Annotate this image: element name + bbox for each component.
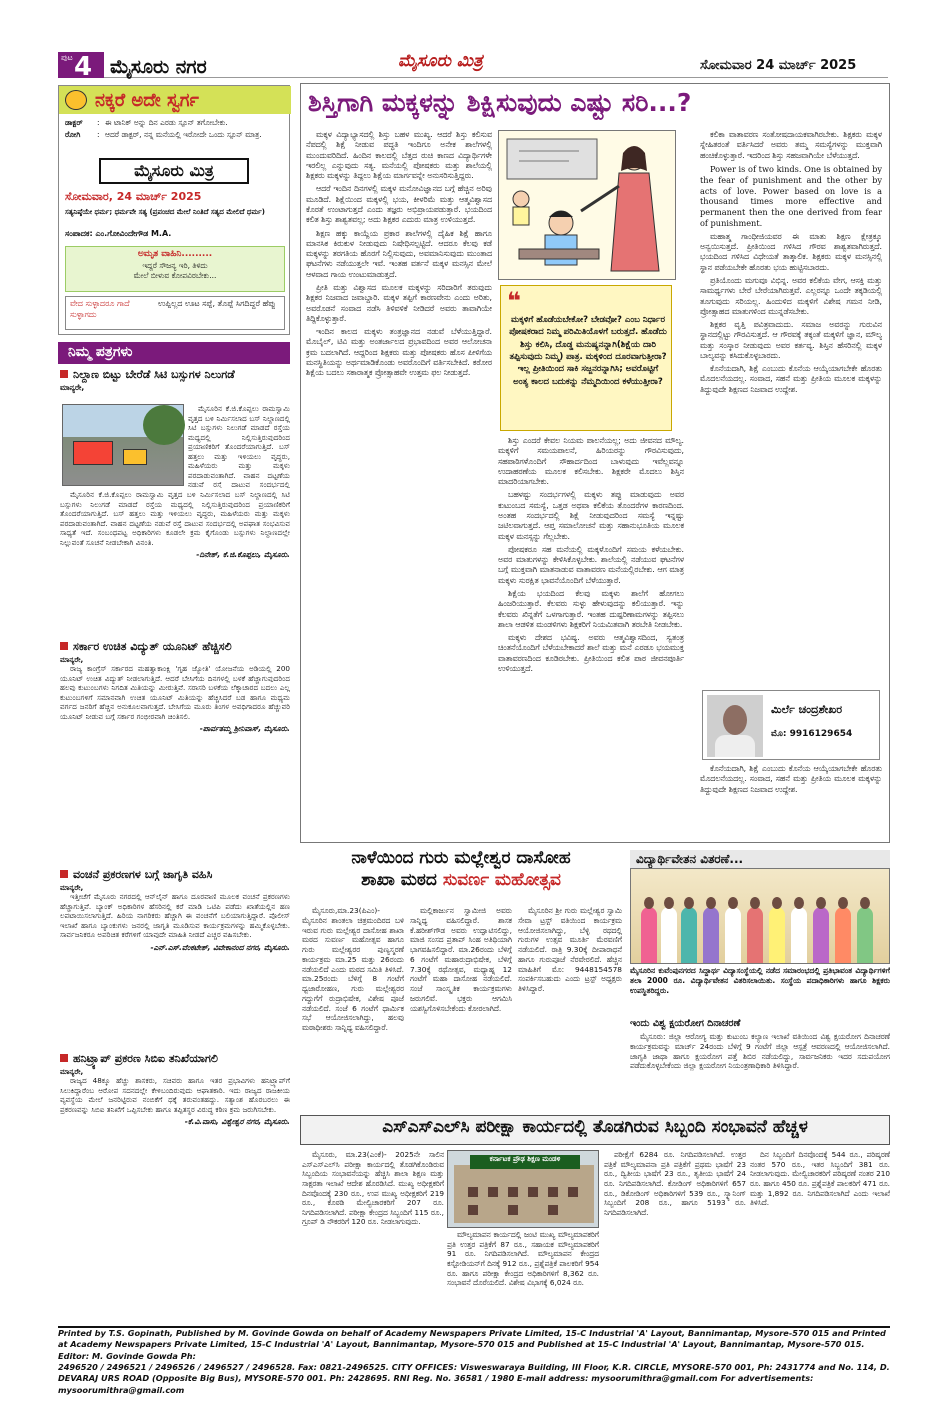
quote-mark-icon: ❝ xyxy=(507,287,522,315)
board-office-photo xyxy=(447,1150,599,1228)
sslc-col-3 xyxy=(604,1150,746,1320)
sslc-col-4 xyxy=(750,1150,890,1320)
letter-headline: ಹನಿಟ್ರ್ಯಾಪ್ ಪ್ರಕರಣ ಸಿಬಿಐ ತನಿಖೆಯಾಗಲಿ xyxy=(60,1052,290,1067)
joke-line: ಡಾಕ್ಟರ್ : ಈ ಟಾನಿಕ್ ಅನ್ನು ದಿನ ಎರಡು ಸ್ಪೂನ್ ತಗೋಬೇಕು. xyxy=(65,118,285,128)
joke-dialogue xyxy=(65,118,285,142)
amrita-line: ಇದ್ದರೆ ಸೌಜನ್ಯ ಇರಿ, ತಿಳಿದು xyxy=(142,260,208,270)
author-name: ಮಿರ್ಲೆ ಚಂದ್ರಶೇಖರ xyxy=(771,703,843,716)
sslc-col-2 xyxy=(447,1230,599,1320)
scholarship-caption: ಮೈಸೂರಿನ ಕುವೆಂಪುನಗರದ ಸಿದ್ದಾರ್ಥ ವಿದ್ಯಾಸಂಸ್ಥೆಯಲ್ಲಿ ನಡೆದ ಸಮಾರಂಭದಲ್ಲಿ ಪ್ರತಿಭಾವಂತ ವಿದ್ಯಾರ್ಥಿಗಳಿಗೆ ತಲಾ 2000 ರೂ. ವಿದ್ಯಾರ್ಥಿವೇತನ ವಿತರಿಸಲಾಯಿತು. ಸಂಸ್ಥೆಯ ಪದಾಧಿಕಾರಿಗಳು ಹಾಗೂ ಶಿಕ್ಷಕರು ಉಪಸ್ಥಿತರಿದ್ದರು. xyxy=(630,966,890,995)
classroom-illustration xyxy=(498,130,676,280)
letter-body-continued: ಮೈಸೂರಿನ ಕೆ.ಜಿ.ಕೊಪ್ಪಲು ರಾಮಸ್ವಾಮಿ ವೃತ್ತದ ಬಳಿ ನಿರ್ಮಿಸಲಾದ ಬಸ್ ನಿಲ್ದಾಣದಲ್ಲಿ ಸಿಟಿ ಬಸ್ಸುಗಳು ನಿಲುಗಡೆ ಮಾಡದೆ ರಸ್ತೆಯ ಮಧ್ಯದಲ್ಲಿ ನಿಲ್ಲಿಸುತ್ತಿರುವುದರಿಂದ ಪ್ರಯಾಣಿಕರಿಗೆ ತೊಂದರೆಯಾಗುತ್ತಿದೆ. ಬಸ್ ಹತ್ತಲು ಮತ್ತು ಇಳಿಯಲು ವೃದ್ಧರು, ಮಹಿಳೆಯರು ಮತ್ತು ಮಕ್ಕಳು ಪರದಾಡುವಂತಾಗಿದೆ. ವಾಹನ ದಟ್ಟಣೆಯ ನಡುವೆ ರಸ್ತೆ ದಾಟುವ ಸಂದರ್ಭದಲ್ಲಿ ಅಪಘಾತ ಸಂಭವಿಸುವ ಸಾಧ್ಯತೆ ಇದೆ. ಸಂಬಂಧಪಟ್ಟ ಅಧಿಕಾರಿಗಳು ಕೂಡಲೇ ಕ್ರಮ ಕೈಗೊಂಡು ಬಸ್ಸುಗಳು ನಿಲ್ದಾಣದಲ್ಲೇ ನಿಲ್ಲುವಂತೆ ಸೂಚನೆ ನೀಡಬೇಕಾಗಿ ವಿನಂತಿ. xyxy=(60,490,290,547)
feature-paragraph: ಕೊನೆಯದಾಗಿ, ಶಿಕ್ಷೆ ಎಂಬುದು ಕೊನೆಯ ಆಯ್ಕೆಯಾಗಬೇಕೇ ಹೊರತು ಮೊದಲನೆಯದಲ್ಲ. ಸಂವಾದ, ಸಹನೆ ಮತ್ತು ಪ್ರೀತಿಯ ಮೂಲಕ ಮಕ್ಕಳನ್ನು ತಿದ್ದುವುದೇ ಶಿಕ್ಷಣದ ನಿಜವಾದ ಉದ್ದೇಶ. xyxy=(700,764,882,794)
joke-speaker: ರೋಗಿ xyxy=(65,129,81,139)
feature-paragraph: ಶಿಕ್ಷಣ ಹಕ್ಕು ಕಾಯ್ದೆಯ ಪ್ರಕಾರ ಶಾಲೆಗಳಲ್ಲಿ ದೈಹಿಕ ಶಿಕ್ಷೆ ಹಾಗೂ ಮಾನಸಿಕ ಕಿರುಕುಳ ನೀಡುವುದು ನಿಷೇಧಿಸಲ್ಪಟ್ಟಿದೆ. ಆದರೂ ಕೆಲವು ಕಡೆ ಮಕ್ಕಳನ್ನು ತರಗತಿಯ ಹೊರಗೆ ನಿಲ್ಲಿಸುವುದು, ಅವಮಾನಿಸುವುದು ಮುಂತಾದ ಘಟನೆಗಳು ನಡೆಯುತ್ತಲೇ ಇವೆ. ಇಂತಹ ವರ್ತನೆ ಮಕ್ಕಳ ಮನಸ್ಸಿನ ಮೇಲೆ ಆಳವಾದ ಗಾಯ ಉಂಟುಮಾಡುತ್ತದೆ. xyxy=(306,228,492,279)
laughing-face-icon xyxy=(65,90,87,110)
math-paragraph: ಮೈಸೂರು,ಮಾ.23(ಪಿಎಂ)- ಮೈಸೂರಿನ ಶಾಂತಲಾ ಚಿತ್ರಮಂದಿರದ ಬಳಿ ಇರುವ ಗುರು ಮಲ್ಲೇಶ್ವರ ದಾಸೋಹ ಶಾಖಾ ಮಠದ ಸುವರ್ಣ ಮಹೋತ್ಸವ ಹಾಗೂ ಗುರು ಮಲ್ಲೇಶ್ವರರ ಪುಣ್ಯಸ್ಮರಣೆ ಕಾರ್ಯಕ್ರಮ ಮಾ.25 ಮತ್ತು 26ರಂದು ನಡೆಯಲಿದೆ ಎಂದು ಮಠದ ಸಮಿತಿ ತಿಳಿಸಿದೆ. ಮಾ.25ರಂದು ಬೆಳಿಗ್ಗೆ 8 ಗಂಟೆಗೆ ಧ್ವಜಾರೋಹಣ, ಗುರು ಮಲ್ಲೇಶ್ವರರ ಗದ್ದುಗೆಗೆ ರುದ್ರಾಭಿಷೇಕ, ವಿಶೇಷ ಪೂಜೆ ನಡೆಯಲಿದೆ. ಸಂಜೆ 6 ಗಂಟೆಗೆ ಧಾರ್ಮಿಕ ಸಭೆ ಆಯೋಜಿಸಲಾಗಿದ್ದು, ಹಲವು ಮಠಾಧೀಶರು ಸಾನ್ನಿಧ್ಯ ವಹಿಸಲಿದ್ದಾರೆ. xyxy=(302,906,404,1033)
sslc-paragraph: ಮೈಸೂರು, ಮಾ.23(ಎಂಕೆ)- 2025ನೇ ಸಾಲಿನ ಎಸ್‌ಎಸ್‌ಎಲ್‌ಸಿ ಪರೀಕ್ಷಾ ಕಾರ್ಯದಲ್ಲಿ ತೊಡಗಿಕೊಂಡಿರುವ ಸಿಬ್ಬಂದಿಯ ಸಂಭಾವನೆಯನ್ನು ಹೆಚ್ಚಿಸಿ ಶಾಲಾ ಶಿಕ್ಷಣ ಮತ್ತು ಸಾಕ್ಷರತಾ ಇಲಾಖೆ ಆದೇಶ ಹೊರಡಿಸಿದೆ. ಮುಖ್ಯ ಅಧೀಕ್ಷಕರಿಗೆ ದಿನವೊಂದಕ್ಕೆ 230 ರೂ., ಉಪ ಮುಖ್ಯ ಅಧೀಕ್ಷಕರಿಗೆ 219 ರೂ., ಕೊಠಡಿ ಮೇಲ್ವಿಚಾರಕರಿಗೆ 207 ರೂ. ನಿಗದಿಪಡಿಸಲಾಗಿದೆ. ಪರೀಕ್ಷಾ ಕೇಂದ್ರದ ಸಿಬ್ಬಂದಿಗೆ 115 ರೂ., ಗ್ರೂಪ್ ಡಿ ನೌಕರರಿಗೆ 120 ರೂ. ನೀಡಲಾಗುವುದು. xyxy=(302,1150,444,1227)
letter-1-body-wrap xyxy=(188,404,290,488)
math-col-3 xyxy=(518,906,622,1110)
feature-col-3-end xyxy=(700,764,882,836)
sslc-col-1 xyxy=(302,1150,444,1320)
proverb-box xyxy=(65,296,285,330)
letter-body: ರಾಜ್ಯ ಕಾಂಗ್ರೆಸ್ ಸರ್ಕಾರದ ಮಹತ್ವಾಕಾಂಕ್ಷಿ 'ಗೃಹ ಜ್ಯೋತಿ' ಯೋಜನೆಯ ಅಡಿಯಲ್ಲಿ 200 ಯೂನಿಟ್ ಉಚಿತ ವಿದ್ಯುತ್ ನೀಡಲಾಗುತ್ತಿದೆ. ಆದರೆ ಬೇಸಿಗೆಯ ದಿನಗಳಲ್ಲಿ ಬಳಕೆ ಹೆಚ್ಚಾಗುವುದರಿಂದ ಹಲವು ಕುಟುಂಬಗಳು ನಿಗದಿತ ಮಿತಿಯನ್ನು ಮೀರುತ್ತಿವೆ. ಸರಾಸರಿ ಬಳಕೆಯ ಲೆಕ್ಕಾಚಾರದ ಬದಲು ಎಲ್ಲ ಕುಟುಂಬಗಳಿಗೆ ಸಮಾನವಾಗಿ ಉಚಿತ ಯೂನಿಟ್ ಮಿತಿಯನ್ನು ಹೆಚ್ಚಿಸಿದರೆ ಬಡ ಹಾಗೂ ಮಧ್ಯಮ ವರ್ಗದ ಜನರಿಗೆ ಹೆಚ್ಚಿನ ಅನುಕೂಲವಾಗುತ್ತದೆ. ಬೇಸಿಗೆಯ ಮೂರು ತಿಂಗಳ ಅವಧಿಗಾದರೂ ಹೆಚ್ಚುವರಿ ಯೂನಿಟ್ ನೀಡುವ ಬಗ್ಗೆ ಸರ್ಕಾರ ಗಂಭೀರವಾಗಿ ಚಿಂತಿಸಲಿ. xyxy=(60,664,290,721)
letter-signature: -ಕೆ.ವಿ.ವಾಸು, ವಿಶ್ವೇಶ್ವರ ನಗರ, ಮೈಸೂರು. xyxy=(184,1117,290,1127)
letter-3 xyxy=(60,868,290,1048)
sslc-paragraph: ಮೌಲ್ಯಮಾಪನ ಕಾರ್ಯದಲ್ಲಿ ಜಂಟಿ ಮುಖ್ಯ ಮೌಲ್ಯಮಾಪಕರಿಗೆ ಪ್ರತಿ ಉತ್ತರ ಪತ್ರಿಕೆಗೆ 87 ರೂ., ಸಹಾಯಕ ಮೌಲ್ಯಮಾಪಕರಿಗೆ 91 ರೂ. ನಿಗದಿಪಡಿಸಲಾಗಿದೆ. ಮೌಲ್ಯಮಾಪನ ಕೇಂದ್ರದ ಕಸ್ಟೋಡಿಯನ್‌ಗೆ ದಿನಕ್ಕೆ 912 ರೂ., ಪ್ರಶ್ನೆಪತ್ರಿಕೆ ಪಾಲಕರಿಗೆ 954 ರೂ. ಹಾಗೂ ಪರೀಕ್ಷಾ ಕೇಂದ್ರದ ಅಧಿಕಾರಿಗಳಿಗೆ 8,362 ರೂ. ಸಂಭಾವನೆ ದೊರೆಯಲಿದೆ. ವಿಶೇಷ ವಿಭಾಗಕ್ಕೆ 6,024 ರೂ. xyxy=(447,1230,599,1288)
joke-text: ಆದರೆ ಡಾಕ್ಟರ್, ನನ್ನ ಮನೆಯಲ್ಲಿ ಇರೋದೇ ಒಂದು ಸ್ಪೂನ್ ಮಾತ್ರ. xyxy=(105,129,262,139)
issue-date: ಸೋಮವಾರ 24 ಮಾರ್ಚ್ 2025 xyxy=(700,58,857,73)
letter-4 xyxy=(60,1052,290,1318)
letter-body: ಮೈಸೂರಿನ ಕೆ.ಜಿ.ಕೊಪ್ಪಲು ರಾಮಸ್ವಾಮಿ ವೃತ್ತದ ಬಳಿ ನಿರ್ಮಿಸಲಾದ ಬಸ್ ನಿಲ್ದಾಣದಲ್ಲಿ ಸಿಟಿ ಬಸ್ಸುಗಳು ನಿಲುಗಡೆ ಮಾಡದೆ ರಸ್ತೆಯ ಮಧ್ಯದಲ್ಲಿ ನಿಲ್ಲಿಸುತ್ತಿರುವುದರಿಂದ ಪ್ರಯಾಣಿಕರಿಗೆ ತೊಂದರೆಯಾಗುತ್ತಿದೆ. ಬಸ್ ಹತ್ತಲು ಮತ್ತು ಇಳಿಯಲು ವೃದ್ಧರು, ಮಹಿಳೆಯರು ಮತ್ತು ಮಕ್ಕಳು ಪರದಾಡುವಂತಾಗಿದೆ. ವಾಹನ ದಟ್ಟಣೆಯ ನಡುವೆ ರಸ್ತೆ ದಾಟುವ ಸಂದರ್ಭದಲ್ಲಿ xyxy=(188,404,290,488)
tb-paragraph: ಮೈಸೂರು: ಜಿಲ್ಲಾ ಆರೋಗ್ಯ ಮತ್ತು ಕುಟುಂಬ ಕಲ್ಯಾಣ ಇಲಾಖೆ ವತಿಯಿಂದ ವಿಶ್ವ ಕ್ಷಯರೋಗ ದಿನಾಚರಣೆ ಕಾರ್ಯಕ್ರಮವನ್ನು ಮಾರ್ಚ್ 24ರಂದು ಬೆಳಿಗ್ಗೆ 9 ಗಂಟೆಗೆ ಜಿಲ್ಲಾ ಆಸ್ಪತ್ರೆ ಆವರಣದಲ್ಲಿ ಆಯೋಜಿಸಲಾಗಿದೆ. ಜಾಗೃತಿ ಜಾಥಾ ಹಾಗೂ ಕ್ಷಯರೋಗ ಪತ್ತೆ ಶಿಬಿರ ನಡೆಯಲಿದ್ದು, ಸಾರ್ವಜನಿಕರು ಇದರ ಸದುಪಯೋಗ ಪಡೆದುಕೊಳ್ಳಬೇಕೆಂದು ಜಿಲ್ಲಾ ಕ್ಷಯರೋಗ ನಿಯಂತ್ರಣಾಧಿಕಾರಿ ತಿಳಿಸಿದ್ದಾರೆ. xyxy=(630,1032,890,1071)
joke-text: ಈ ಟಾನಿಕ್ ಅನ್ನು ದಿನ ಎರಡು ಸ್ಪೂನ್ ತಗೋಬೇಕು. xyxy=(105,118,228,127)
letter-salutation: ಮಾನ್ಯರೇ, xyxy=(60,882,84,892)
tree-shape xyxy=(143,405,185,445)
math-paragraph: ಮಲ್ಲಿಕಾರ್ಜುನ ಸ್ವಾಮೀಜಿ ಅವರು ಸಾನ್ನಿಧ್ಯ ವಹಿಸಲಿದ್ದಾರೆ. ಶಾಸಕ ಕೆ.ಹರೀಶ್‌ಗೌಡ ಅವರು ಉದ್ಘಾಟಿಸಲಿದ್ದು, ಮಾಜಿ ಸಂಸದ ಪ್ರತಾಪ್ ಸಿಂಹ ಅತಿಥಿಯಾಗಿ ಭಾಗವಹಿಸಲಿದ್ದಾರೆ. ಮಾ.26ರಂದು ಬೆಳಿಗ್ಗೆ 6 ಗಂಟೆಗೆ ಮಹಾರುದ್ರಾಭಿಷೇಕ, ಬೆಳಿಗ್ಗೆ 7.30ಕ್ಕೆ ರಥೋತ್ಸವ, ಮಧ್ಯಾಹ್ನ 12 ಗಂಟೆಗೆ ಮಹಾ ದಾಸೋಹ ನಡೆಯಲಿದೆ. ಸಂಜೆ ಸಾಂಸ್ಕೃತಿಕ ಕಾರ್ಯಕ್ರಮಗಳು ಜರುಗಲಿವೆ. ಭಕ್ತರು ಆಗಮಿಸಿ ಯಶಸ್ವಿಗೊಳಿಸಬೇಕೆಂದು ಕೋರಲಾಗಿದೆ. xyxy=(410,906,512,1013)
math-story-headline xyxy=(300,847,622,903)
feature-paragraph: ಪ್ರತಿಯೊಂದು ಮಗುವೂ ವಿಭಿನ್ನ. ಅವರ ಕಲಿಕೆಯ ವೇಗ, ಆಸಕ್ತಿ ಮತ್ತು ಸಾಮರ್ಥ್ಯಗಳು ಬೇರೆ ಬೇರೆಯಾಗಿರುತ್ತವೆ. ಎಲ್ಲರನ್ನೂ ಒಂದೇ ತಕ್ಕಡಿಯಲ್ಲಿ ತೂಗುವುದು ಸರಿಯಲ್ಲ. ಹಿಂದುಳಿದ ಮಕ್ಕಳಿಗೆ ವಿಶೇಷ ಗಮನ ನೀಡಿ, ಪ್ರೋತ್ಸಾಹದ ಮಾತುಗಳಿಂದ ಮುನ್ನಡೆಸಬೇಕು. xyxy=(700,275,882,316)
feature-paragraph: ಕೊನೆಯದಾಗಿ, ಶಿಕ್ಷೆ ಎಂಬುದು ಕೊನೆಯ ಆಯ್ಕೆಯಾಗಬೇಕೇ ಹೊರತು ಮೊದಲನೆಯದಲ್ಲ. ಸಂವಾದ, ಸಹನೆ ಮತ್ತು ಪ್ರೀತಿಯ ಮೂಲಕ ಮಕ್ಕಳನ್ನು ತಿದ್ದುವುದೇ ಶಿಕ್ಷಣದ ನಿಜವಾದ ಉದ್ದೇಶ. xyxy=(700,364,882,394)
math-paragraph: ಮೈಸೂರಿನ ಶ್ರೀ ಗುರು ಮಲ್ಲೇಶ್ವರ ಸ್ವಾಮಿ ಸೇವಾ ಟ್ರಸ್ಟ್ ವತಿಯಿಂದ ಕಾರ್ಯಕ್ರಮ ಆಯೋಜಿಸಲಾಗಿದ್ದು, ಬೆಳ್ಳಿ ರಥದಲ್ಲಿ ಗುರುಗಳ ಉತ್ಸವ ಮೂರ್ತಿ ಮೆರವಣಿಗೆ ನಡೆಯಲಿದೆ. ರಾತ್ರಿ 9.30ಕ್ಕೆ ದೀಪಾರಾಧನೆ ಹಾಗೂ ಗುರುಪೂಜೆ ನೆರವೇರಲಿದೆ. ಹೆಚ್ಚಿನ ಮಾಹಿತಿಗೆ ಮೊ: 9448154578 ಸಂಪರ್ಕಿಸಬಹುದು ಎಂದು ಟ್ರಸ್ಟ್ ಅಧ್ಯಕ್ಷರು ತಿಳಿಸಿದ್ದಾರೆ. xyxy=(518,906,622,994)
editor-line: ಸಂಪಾದಕ: ಎಂ.ಗೋವಿಂದೇಗೌಡ M.A. xyxy=(65,229,172,238)
proverb-text: ಉಪ್ಪಿಲ್ಲದ ಊಟ ಸಪ್ಪೆ, ತೊಪ್ಪೆ ಸಿಗದಿದ್ದರೆ ಹೆಪ್ಪು xyxy=(158,299,276,308)
math-headline-line-2: ಶಾಖಾ ಮಠದ ಸುವರ್ಣ ಮಹೋತ್ಸವ xyxy=(361,870,561,891)
feature-paragraph: ಆದರೆ ಇಂದಿನ ದಿನಗಳಲ್ಲಿ ಮಕ್ಕಳ ಮನೋವಿಜ್ಞಾನದ ಬಗ್ಗೆ ಹೆಚ್ಚಿನ ಅರಿವು ಮೂಡಿದೆ. ಶಿಕ್ಷೆಯಿಂದ ಮಕ್ಕಳಲ್ಲಿ ಭಯ, ಕೀಳರಿಮೆ ಮತ್ತು ಆತ್ಮವಿಶ್ವಾಸದ ಕೊರತೆ ಉಂಟಾಗುತ್ತದೆ ಎಂದು ತಜ್ಞರು ಅಭಿಪ್ರಾಯಪಡುತ್ತಾರೆ. ಭಯದಿಂದ ಕಲಿತ ಶಿಸ್ತು ಶಾಶ್ವತವಲ್ಲ; ಅದು ಶಿಕ್ಷಕರ ಎದುರು ಮಾತ್ರ ಉಳಿಯುತ್ತದೆ. xyxy=(306,184,492,225)
feature-english-quote: Power is of two kinds. One is obtained by the fear of punishment and the other by acts of love. Power based on love is a thousand times more effective and permanent then the one derived from fear of punishment. xyxy=(700,163,882,228)
math-col-2 xyxy=(410,906,512,1110)
imprint-line-1: Printed by T.S. Gopinath, Published by M. Govinde Gowda on behalf of Academy Newspapers Private Limited, 15-C Industrial 'A' Layout, Bannimantap, Mysore-570 015 and Printed at Academy Newspapers Private Limited, 15-C Industrial 'A' Layout, Bannimantap, Mysore-570 015 and Published at 15-C Industrial 'A' Layout, Bannimantap, Mysore-570 015. Editor: M. Govinde Gowda Ph: xyxy=(58,1328,886,1361)
math-headline-line-1: ನಾಳೆಯಿಂದ ಗುರು ಮಲ್ಲೇಶ್ವರ ದಾಸೋಹ xyxy=(351,848,571,868)
letter-signature: -ಪಾರ್ವತಮ್ಮ ಶ್ರೀನಿವಾಸ್, ಮೈಸೂರು. xyxy=(199,724,290,734)
letters-section-header xyxy=(58,342,290,364)
bus-stop-photo xyxy=(62,404,184,486)
bus-shape xyxy=(73,441,113,465)
amrita-line: ಮೇಲೆ ಬೀಳುವ ಕೋಪವಿರಬೇಕು... xyxy=(133,270,217,280)
letter-signature: -ದಿನೇಶ್, ಕೆ.ಜಿ.ಕೊಪ್ಪಲು, ಮೈಸೂರು. xyxy=(196,550,290,559)
masthead-mini: ಮೈಸೂರು ಮಿತ್ರ xyxy=(99,158,249,184)
pull-quote-box xyxy=(500,285,672,431)
feature-col-2 xyxy=(498,436,684,836)
proverb-heading: ವೇದ ಸುಳ್ಳಾದರೂ ಗಾದೆ ಸುಳ್ಳಾಗದು xyxy=(70,299,130,319)
letter-signature: -ಎನ್.ಎಸ್.ವೆಂಕಟೇಶ್, ವಿವೇಕಾನಂದ ನಗರ, ಮೈಸೂರು. xyxy=(150,942,290,952)
feature-col-1 xyxy=(306,130,492,836)
letter-salutation: ಮಾನ್ಯರೇ, xyxy=(60,1066,84,1076)
scholarship-headline: ವಿದ್ಯಾರ್ಥಿವೇತನ ವಿತರಣೆ... xyxy=(630,850,890,870)
letter-body: ರಾಜ್ಯದ 48ಕ್ಕೂ ಹೆಚ್ಚು ಶಾಸಕರು, ಸಚಿವರು ಹಾಗೂ ಇತರ ಪ್ರಭಾವಿಗಳು ಹನಿಟ್ರ್ಯಾಪ್‌ಗೆ ಸಿಲುಕಿದ್ದಾರೆಂಬ ಆರೋಪ ಸದನದಲ್ಲೇ ಕೇಳಿಬಂದಿರುವುದು ಆಘಾತಕಾರಿ. ಇದು ರಾಜ್ಯದ ರಾಜಕೀಯ ವ್ಯವಸ್ಥೆಯ ಮೇಲೆ ಜನರಿಟ್ಟಿರುವ ನಂಬಿಕೆಗೆ ಧಕ್ಕೆ ತರುವಂತಹದ್ದು. ಸತ್ಯಾಂಶ ಹೊರಬರಲು ಈ ಪ್ರಕರಣವನ್ನು ಸಿಬಿಐ ತನಿಖೆಗೆ ಒಪ್ಪಿಸಬೇಕು ಹಾಗೂ ತಪ್ಪಿತಸ್ಥರ ವಿರುದ್ಧ ಕಠಿಣ ಕ್ರಮ ಜರುಗಿಸಬೇಕು. xyxy=(60,1076,290,1114)
feature-paragraph: ಬಹಳಷ್ಟು ಸಂದರ್ಭಗಳಲ್ಲಿ ಮಕ್ಕಳು ತಪ್ಪು ಮಾಡುವುದು ಅವರ ಕುಟುಂಬದ ಸಮಸ್ಯೆ, ಒತ್ತಡ ಅಥವಾ ಕಲಿಕೆಯ ತೊಂದರೆಗಳ ಕಾರಣದಿಂದ. ಅಂತಹ ಸಂದರ್ಭದಲ್ಲಿ ಶಿಕ್ಷೆ ನೀಡುವುದರಿಂದ ಸಮಸ್ಯೆ ಇನ್ನಷ್ಟು ಜಟಿಲವಾಗುತ್ತದೆ. ಆಪ್ತ ಸಮಾಲೋಚನೆ ಮತ್ತು ಸಹಾನುಭೂತಿಯ ಮೂಲಕ ಮಕ್ಕಳ ಮನಸ್ಸನ್ನು ಗೆಲ್ಲಬೇಕು. xyxy=(498,490,684,541)
masthead-motto: ಸತ್ಯನಿಷ್ಠೆಯೇ ಧರ್ಮ; ಧರ್ಮವೇ ಸತ್ಯ (ಪ್ರಪಂಚದ ಮೇಲೆ ನಿಂತಿದೆ ಸತ್ಯದ ಮೇಲಿದೆ ಧರ್ಮ) xyxy=(65,208,265,216)
sslc-paragraph: ಪರೀಕ್ಷೆಗೆ 6284 ರೂ. ನಿಗದಿಪಡಿಸಲಾಗಿದೆ. ಉತ್ತರ ಪತ್ರಿಕೆ ಮೌಲ್ಯಮಾಪನಾ ಪ್ರತಿ ಪತ್ರಿಕೆಗೆ ಪ್ರಥಮ ಭಾಷೆಗೆ 23 ರೂ., ದ್ವಿತೀಯ ಭಾಷೆಗೆ 23 ರೂ., ತೃತೀಯ ಭಾಷೆಗೆ 24 ರೂ. ನಿಗದಿಪಡಿಸಲಾಗಿದೆ. ಕೋಡಿಂಗ್ ಅಧಿಕಾರಿಗಳಿಗೆ 657 ರೂ., ಡಿಕೋಡಿಂಗ್ ಅಧಿಕಾರಿಗಳಿಗೆ 539 ರೂ., ಸ್ಕ್ಯಾನಿಂಗ್ ಸಿಬ್ಬಂದಿಗೆ 208 ರೂ., ಹಾಗೂ 5193 ರೂ. ನಿಗದಿಪಡಿಸಲಾಗಿದೆ. xyxy=(604,1150,746,1217)
feature-paragraph: ಶಿಕ್ಷಕರ ವೃತ್ತಿ ಪವಿತ್ರವಾದುದು. ಸಮಾಜ ಅವರನ್ನು ಗುರುವಿನ ಸ್ಥಾನದಲ್ಲಿಟ್ಟು ಗೌರವಿಸುತ್ತದೆ. ಆ ಗೌರವಕ್ಕೆ ತಕ್ಕಂತೆ ಮಕ್ಕಳಿಗೆ ಜ್ಞಾನ, ಮೌಲ್ಯ ಮತ್ತು ಸಂಸ್ಕಾರ ನೀಡುವುದು ಅವರ ಕರ್ತವ್ಯ. ಶಿಸ್ತಿನ ಹೆಸರಿನಲ್ಲಿ ಮಕ್ಕಳ ಬಾಲ್ಯವನ್ನು ಕಸಿದುಕೊಳ್ಳಬಾರದು. xyxy=(700,320,882,360)
pull-quote-text: ಮಕ್ಕಳಿಗೆ ಹೊಡೆಯಬೇಕೋ? ಬೇಡವೋ? ಎಂಬ ನಿರ್ಧಾರ ಪೋಷಕರಾದ ನಿಮ್ಮ ಪರಿಮಿತಿಯೊಳಗೆ ಬರುತ್ತದೆ. ಹೊಡೆದು ಶಿಸ್ತು ಕಲಿಸಿ, ದೊಡ್ಡ ಮನುಷ್ಯನನ್ನಾಗಿ(ಶಿಕ್ಷೆಯ ದಾರಿ ತಪ್ಪಿಸುವುದು ನಿಮ್ಮ) ಪಾತ್ರ. ಮಕ್ಕಳಿಂದ ದೂರವಾಗುತ್ತೀರಾ? ಇಲ್ಲ ಪ್ರೀತಿಯಿಂದ ಸಾಕಿ ಸಜ್ಜನರನ್ನಾಗಿಸಿ; ಅವರೊಟ್ಟಿಗೆ ಅಂತ್ಯ ಕಾಲದ ಬದುಕನ್ನು ನೆಮ್ಮದಿಯಿಂದ ಕಳೆಯುತ್ತೀರಾ? xyxy=(509,315,667,387)
letter-1-continued xyxy=(60,490,290,632)
letter-headline: ಸರ್ಕಾರ ಉಚಿತ ವಿದ್ಯುತ್ ಯೂನಿಟ್ ಹೆಚ್ಚಿಸಲಿ xyxy=(60,640,290,655)
amrita-vahini-box xyxy=(65,246,285,292)
section-name: ಮೈಸೂರು ನಗರ xyxy=(110,56,207,78)
letter-body: ಇತ್ತೀಚೆಗೆ ಮೈಸೂರು ನಗರದಲ್ಲಿ ಆನ್‌ಲೈನ್ ಹಾಗೂ ದೂರವಾಣಿ ಮೂಲಕ ವಂಚನೆ ಪ್ರಕರಣಗಳು ಹೆಚ್ಚಾಗುತ್ತಿವೆ. ಬ್ಯಾಂಕ್ ಅಧಿಕಾರಿಗಳ ಹೆಸರಿನಲ್ಲಿ ಕರೆ ಮಾಡಿ ಒಟಿಪಿ ಪಡೆದು ಖಾತೆಯಲ್ಲಿನ ಹಣ ಲಪಟಾಯಿಸಲಾಗುತ್ತಿದೆ. ಹಿರಿಯ ನಾಗರಿಕರು ಹೆಚ್ಚಾಗಿ ಈ ವಂಚನೆಗೆ ಬಲಿಯಾಗುತ್ತಿದ್ದಾರೆ. ಪೊಲೀಸ್ ಇಲಾಖೆ ಹಾಗೂ ಬ್ಯಾಂಕುಗಳು ಜನರಲ್ಲಿ ಜಾಗೃತಿ ಮೂಡಿಸುವ ಕಾರ್ಯಕ್ರಮಗಳನ್ನು ಹಮ್ಮಿಕೊಳ್ಳಬೇಕು. ಸಾರ್ವಜನಿಕರೂ ಅಪರಿಚಿತ ಕರೆಗಳಿಗೆ ಯಾವುದೇ ಮಾಹಿತಿ ನೀಡದೆ ಎಚ್ಚರ ವಹಿಸಬೇಕು. xyxy=(60,892,290,940)
author-photo xyxy=(707,695,763,757)
joke-box xyxy=(58,85,290,335)
letter-2 xyxy=(60,640,290,864)
feature-paragraph: ಮಹಾತ್ಮ ಗಾಂಧೀಜಿಯವರ ಈ ಮಾತು ಶಿಕ್ಷಣ ಕ್ಷೇತ್ರಕ್ಕೂ ಅನ್ವಯಿಸುತ್ತದೆ. ಪ್ರೀತಿಯಿಂದ ಗಳಿಸಿದ ಗೌರವ ಶಾಶ್ವತವಾಗಿರುತ್ತದೆ. ಭಯದಿಂದ ಗಳಿಸಿದ ವಿಧೇಯತೆ ತಾತ್ಕಾಲಿಕ. ಶಿಕ್ಷಕರು ಮಕ್ಕಳ ಮನಸ್ಸಿನಲ್ಲಿ ಸ್ಥಾನ ಪಡೆಯಬೇಕೇ ಹೊರತು ಭಯ ಹುಟ್ಟಿಸಬಾರದು. xyxy=(700,231,882,272)
feature-paragraph: ಇಂದಿನ ಕಾಲದ ಮಕ್ಕಳು ತಂತ್ರಜ್ಞಾನದ ನಡುವೆ ಬೆಳೆಯುತ್ತಿದ್ದಾರೆ. ಮೊಬೈಲ್, ಟಿವಿ ಮತ್ತು ಅಂತರ್ಜಾಲದ ಪ್ರಭಾವದಿಂದ ಅವರ ಆಲೋಚನಾ ಕ್ರಮ ಬದಲಾಗಿದೆ. ಆದ್ದರಿಂದ ಶಿಕ್ಷಕರು ಮತ್ತು ಪೋಷಕರು ಹೊಸ ಪೀಳಿಗೆಯ ಮನಸ್ಥಿತಿಯನ್ನು ಅರ್ಥಮಾಡಿಕೊಂಡು ಅವರೊಂದಿಗೆ ವರ್ತಿಸಬೇಕಿದೆ. ಕಠೋರ ಶಿಕ್ಷೆಯ ಬದಲು ಸಕಾರಾತ್ಮಕ ಪ್ರೋತ್ಸಾಹವೇ ಉತ್ತಮ ಫಲ ನೀಡುತ್ತದೆ. xyxy=(306,327,492,378)
tb-day-headline: ಇಂದು ವಿಶ್ವ ಕ್ಷಯರೋಗ ದಿನಾಚರಣೆ xyxy=(630,1018,741,1029)
masthead-logo: ಮೈಸೂರು ಮಿತ್ರ xyxy=(398,51,483,71)
feature-headline: ಶಿಸ್ತಿಗಾಗಿ ಮಕ್ಕಳನ್ನು ಶಿಕ್ಷಿಸುವುದು ಎಷ್ಟು ಸರಿ...? xyxy=(308,88,692,117)
letter-headline: ನಿಲ್ದಾಣ ಬಿಟ್ಟು ಬೇರೆಡೆ ಸಿಟಿ ಬಸ್ಸುಗಳ ನಿಲುಗಡೆ xyxy=(60,368,290,383)
masthead-date: ಸೋಮವಾರ, 24 ಮಾರ್ಚ್ 2025 xyxy=(65,190,202,203)
auto-rickshaw-shape xyxy=(123,449,147,465)
joke-line: ರೋಗಿ : ಆದರೆ ಡಾಕ್ಟರ್, ನನ್ನ ಮನೆಯಲ್ಲಿ ಇರೋದೇ ಒಂದು ಸ್ಪೂನ್ ಮಾತ್ರ. xyxy=(65,130,285,140)
joke-title-bar xyxy=(59,86,291,114)
scholarship-group-photo xyxy=(630,868,890,964)
feature-paragraph: ಪ್ರೀತಿ ಮತ್ತು ವಿಶ್ವಾಸದ ಮೂಲಕ ಮಕ್ಕಳನ್ನು ಸರಿದಾರಿಗೆ ತರುವುದು ಶಿಕ್ಷಕರ ನಿಜವಾದ ಜವಾಬ್ದಾರಿ. ಮಕ್ಕಳ ತಪ್ಪಿಗೆ ಕಾರಣವೇನು ಎಂದು ಅರಿತು, ಅವರೊಡನೆ ಸಂವಾದ ನಡೆಸಿ ತಿಳಿವಳಿಕೆ ನೀಡಿದರೆ ಅವರು ತಾವಾಗಿಯೇ ತಿದ್ದಿಕೊಳ್ಳುತ್ತಾರೆ. xyxy=(306,282,492,323)
feature-paragraph: ಮಕ್ಕಳ ವಿದ್ಯಾಭ್ಯಾಸದಲ್ಲಿ ಶಿಸ್ತು ಬಹಳ ಮುಖ್ಯ. ಆದರೆ ಶಿಸ್ತು ಕಲಿಸುವ ನೆಪದಲ್ಲಿ ಶಿಕ್ಷೆ ನೀಡುವ ಪದ್ಧತಿ ಇಂದಿಗೂ ಅನೇಕ ಶಾಲೆಗಳಲ್ಲಿ ಮುಂದುವರಿದಿದೆ. ಹಿಂದಿನ ಕಾಲದಲ್ಲಿ ಬೆತ್ತದ ರುಚಿ ಕಾಣದ ವಿದ್ಯಾರ್ಥಿಗಳೇ ಇರಲಿಲ್ಲ ಎನ್ನುವುದು ಸತ್ಯ. ಮನೆಯಲ್ಲಿ ಪೋಷಕರು ಮತ್ತು ಶಾಲೆಯಲ್ಲಿ ಶಿಕ್ಷಕರು ಮಕ್ಕಳನ್ನು ತಿದ್ದಲು ಶಿಕ್ಷೆಯ ಮಾರ್ಗವನ್ನೇ ಅನುಸರಿಸುತ್ತಿದ್ದರು. xyxy=(306,130,492,181)
sslc-headline: ಎಸ್‌ಎಸ್‌ಎಲ್‌ಸಿ ಪರೀಕ್ಷಾ ಕಾರ್ಯದಲ್ಲಿ ತೊಡಗಿರುವ ಸಿಬ್ಬಂದಿ ಸಂಭಾವನೆ ಹೆಚ್ಚಳ xyxy=(300,1115,890,1145)
feature-paragraph: ಶಿಸ್ತು ಎಂದರೆ ಕೇವಲ ನಿಯಮ ಪಾಲನೆಯಲ್ಲ; ಅದು ಜೀವನದ ಮೌಲ್ಯ. ಮಕ್ಕಳಿಗೆ ಸಮಯಪಾಲನೆ, ಹಿರಿಯರನ್ನು ಗೌರವಿಸುವುದು, ಸಹಪಾಠಿಗಳೊಂದಿಗೆ ಸೌಹಾರ್ದದಿಂದ ಬಾಳುವುದು ಇವೆಲ್ಲವನ್ನೂ ಉದಾಹರಣೆಯ ಮೂಲಕ ಕಲಿಸಬೇಕು. ಶಿಕ್ಷಕರೇ ಮೊದಲು ಶಿಸ್ತಿನ ಮಾದರಿಯಾಗಬೇಕು. xyxy=(498,436,684,487)
feature-paragraph: ಶಿಕ್ಷೆಯ ಭಯದಿಂದ ಕೆಲವು ಮಕ್ಕಳು ಶಾಲೆಗೆ ಹೋಗಲು ಹಿಂಜರಿಯುತ್ತಾರೆ. ಕೆಲವರು ಸುಳ್ಳು ಹೇಳುವುದನ್ನು ಕಲಿಯುತ್ತಾರೆ. ಇನ್ನು ಕೆಲವರು ಖಿನ್ನತೆಗೆ ಒಳಗಾಗುತ್ತಾರೆ. ಇಂತಹ ದುಷ್ಪರಿಣಾಮಗಳನ್ನು ತಪ್ಪಿಸಲು ಶಾಲಾ ಆಡಳಿತ ಮಂಡಳಿಗಳು ಶಿಕ್ಷಕರಿಗೆ ನಿಯಮಿತವಾಗಿ ತರಬೇತಿ ನೀಡಬೇಕು. xyxy=(498,588,684,629)
sslc-paragraph: ದಿನ ಸಿಬ್ಬಂದಿಗೆ ದಿನವೊಂದಕ್ಕೆ 544 ರೂ., ಪರಿಷ್ಕರಣೆ ನಂತರ 570 ರೂ., ಇತರ ಸಿಬ್ಬಂದಿಗೆ 381 ರೂ. ನೀಡಲಾಗುವುದು. ಮೇಲ್ವಿಚಾರಕರಿಗೆ ಪರಿಷ್ಕರಣೆ ನಂತರ 210 ರೂ. ಹಾಗೂ 450 ರೂ. ಪ್ರಶ್ನೆಪತ್ರಿಕೆ ಪಾಲಕರಿಗೆ 471 ರೂ. ಮತ್ತು 1,892 ರೂ. ನಿಗದಿಪಡಿಸಲಾಗಿದೆ ಎಂದು ಇಲಾಖೆ ತಿಳಿಸಿದೆ. xyxy=(750,1150,890,1208)
feature-paragraph: ಪೋಷಕರೂ ಸಹ ಮನೆಯಲ್ಲಿ ಮಕ್ಕಳೊಂದಿಗೆ ಸಮಯ ಕಳೆಯಬೇಕು. ಅವರ ಮಾತುಗಳನ್ನು ಕೇಳಿಸಿಕೊಳ್ಳಬೇಕು. ಶಾಲೆಯಲ್ಲಿ ನಡೆಯುವ ಘಟನೆಗಳ ಬಗ್ಗೆ ಮುಕ್ತವಾಗಿ ಮಾತನಾಡುವ ವಾತಾವರಣ ಮನೆಯಲ್ಲಿರಬೇಕು. ಆಗ ಮಾತ್ರ ಮಕ್ಕಳು ಸುರಕ್ಷಿತ ಭಾವನೆಯೊಂದಿಗೆ ಬೆಳೆಯುತ್ತಾರೆ. xyxy=(498,544,684,585)
author-card xyxy=(702,690,880,760)
author-phone: ಮೊ: 9916129654 xyxy=(771,729,853,739)
feature-col-3 xyxy=(700,130,882,686)
tb-day-body xyxy=(630,1032,890,1108)
joke-speaker: ಡಾಕ್ಟರ್ xyxy=(65,118,83,127)
page-number: 4 xyxy=(74,52,93,82)
page-number-badge xyxy=(58,52,104,82)
letter-headline: ವಂಚನೆ ಪ್ರಕರಣಗಳ ಬಗ್ಗೆ ಜಾಗೃತಿ ವಹಿಸಿ xyxy=(60,868,290,883)
teacher-student-drawing xyxy=(499,131,677,281)
board-signboard: ಕರ್ನಾಟಕ ಪ್ರೌಢ ಶಿಕ್ಷಣ ಮಂಡಳಿ xyxy=(470,1155,580,1169)
letter-salutation: ಮಾನ್ಯರೇ, xyxy=(60,654,84,664)
letters-title: ನಿಮ್ಮ ಪತ್ರಗಳು xyxy=(68,344,133,360)
feature-paragraph: ಕಲಿಕಾ ವಾತಾವರಣ ಸಂತೋಷದಾಯಕವಾಗಿರಬೇಕು. ಶಿಕ್ಷಕರು ಮಕ್ಕಳ ಸ್ನೇಹಿತರಂತೆ ವರ್ತಿಸಿದರೆ ಅವರು ತಮ್ಮ ಸಮಸ್ಯೆಗಳನ್ನು ಮುಕ್ತವಾಗಿ ಹಂಚಿಕೊಳ್ಳುತ್ತಾರೆ. ಇದರಿಂದ ಶಿಸ್ತು ಸಹಜವಾಗಿಯೇ ಬೆಳೆಯುತ್ತದೆ. xyxy=(700,130,882,160)
page-label: ಪುಟ xyxy=(61,53,73,62)
imprint-line-2: 2496520 / 2496521 / 2496526 / 2496527 / 2496528. Fax: 0821-2496525. CITY OFFICES: Visweswaraya Building, III Floor, K.R. CIRCLE, MYSORE-570 001, Ph: 2431774 and No. 114, D. DEVARAJ URS ROAD (Opposite Big Bus), MYSORE-570 001. Ph: 2428695. RNI Reg. No. 36581 / 1980 E-mail address: mysoorumithra@gmail.com For advertisements: mysoorumithra@gmail.com xyxy=(58,1361,890,1395)
letter-1-head xyxy=(60,368,290,404)
letter-salutation: ಮಾನ್ಯರೇ, xyxy=(60,382,85,392)
joke-title: ನಕ್ಕರೆ ಅದೇ ಸ್ವರ್ಗ xyxy=(95,90,199,111)
imprint-footer xyxy=(58,1326,890,1404)
feature-paragraph: ಮಕ್ಕಳು ದೇಶದ ಭವಿಷ್ಯ. ಅವರು ಆತ್ಮವಿಶ್ವಾಸದಿಂದ, ಸ್ವತಂತ್ರ ಚಿಂತನೆಯೊಂದಿಗೆ ಬೆಳೆಯಬೇಕಾದರೆ ಶಾಲೆ ಮತ್ತು ಮನೆ ಎರಡೂ ಭಯಮುಕ್ತ ವಾತಾವರಣದಿಂದ ಕೂಡಿರಬೇಕು. ಪ್ರೀತಿಯಿಂದ ಕಲಿತ ಪಾಠ ಜೀವನಪೂರ್ತಿ ಉಳಿಯುತ್ತದೆ. xyxy=(498,633,684,673)
amrita-title: ಅಮೃತ ವಾಹಿನಿ......... xyxy=(137,249,213,259)
math-col-1 xyxy=(302,906,404,1110)
